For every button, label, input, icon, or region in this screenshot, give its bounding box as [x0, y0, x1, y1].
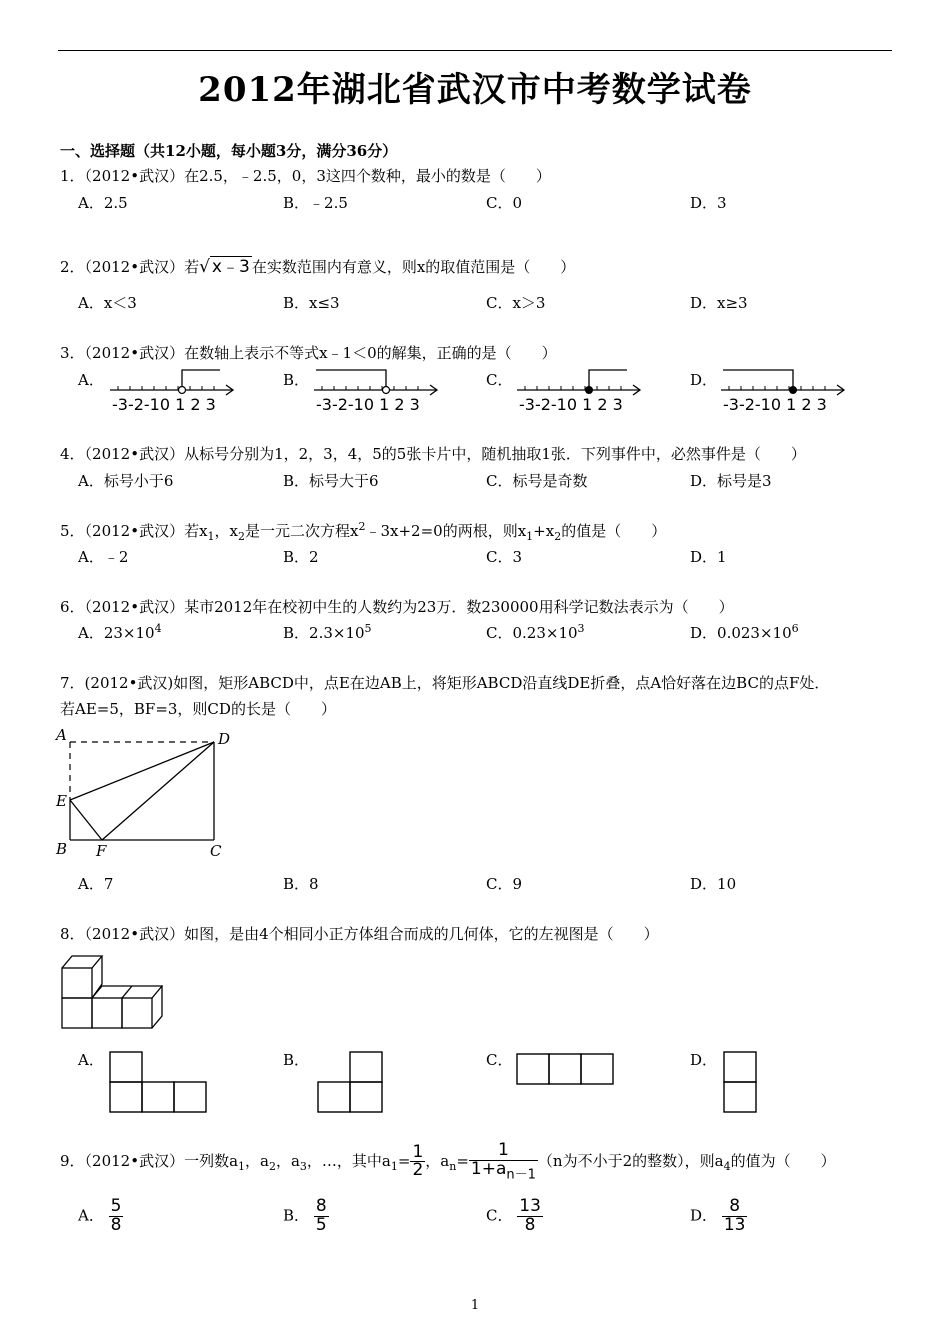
subscript: 2 [554, 530, 562, 543]
question-8: 8．（2012•武汉）如图，是由4个相同小正方体组合而成的几何体，它的左视图是（ ） [60, 925, 659, 943]
denominator: 13 [723, 1214, 746, 1235]
q9-text: （n为不小于2的整数），则a [537, 1151, 724, 1170]
exponent: 4 [154, 622, 162, 635]
q9-text: ，a [245, 1151, 269, 1170]
q6-option-d-text: D．0.023×10 [690, 624, 792, 642]
q2-option-b: B．x≤3 [283, 294, 340, 312]
q9-text: 的值为（ ） [730, 1151, 836, 1170]
question-4: 4．（2012•武汉）从标号分别为1，2，3，4，5的5张卡片中，随机抽取1张．下列事件中，必然事件是（ ） [60, 445, 806, 463]
label-d: D [218, 730, 231, 748]
subscript: 2 [238, 530, 245, 543]
q9-option-c [486, 1198, 543, 1235]
subscript: 2 [268, 1159, 276, 1173]
cube-solid-figure [58, 950, 168, 1032]
q8-option-a: A． [78, 1051, 104, 1069]
fraction-an [469, 1142, 538, 1182]
q6-option-b [283, 622, 372, 643]
q5-text: 的值是（ ） [561, 522, 667, 540]
fraction [314, 1198, 329, 1235]
numerator: 5 [110, 1196, 122, 1216]
denominator [469, 1158, 538, 1183]
page-title: 2012年湖北省武汉市中考数学试卷 [198, 70, 752, 110]
number-line-a [108, 366, 238, 414]
q5-option-d: D．1 [690, 548, 727, 566]
q3-option-b: B． [283, 371, 310, 389]
subscript: n－1 [506, 1167, 536, 1183]
q8-option-d: D． [690, 1051, 718, 1069]
fraction-a1 [410, 1141, 425, 1181]
q2-text-pre: 2．（2012•武汉）若 [60, 258, 200, 276]
q2-text-post: 在实数范围内有意义，则x的取值范围是（ ） [251, 258, 576, 276]
q2-option-a: A．x＜3 [78, 294, 137, 312]
superscript: 2 [358, 520, 366, 533]
subscript: 1 [526, 530, 534, 543]
view-option-d [722, 1050, 762, 1114]
q5-option-c: C．3 [486, 548, 523, 566]
q9-option-d-label: D． [690, 1206, 718, 1225]
q3-option-c: C． [486, 371, 513, 389]
subscript: 1 [390, 1159, 398, 1173]
q8-option-c: C． [486, 1051, 513, 1069]
q5-text: ，x [214, 522, 238, 540]
denominator: 8 [524, 1214, 536, 1235]
q8-option-b: B． [283, 1051, 310, 1069]
label-f: F [96, 842, 107, 860]
number-line-c [515, 366, 645, 414]
q7-option-b: B．8 [283, 875, 319, 893]
denominator-text: 1+a [470, 1158, 507, 1179]
q9-option-a-label: A． [78, 1206, 104, 1225]
label-a: A [56, 726, 67, 744]
q7-option-c: C．9 [486, 875, 523, 893]
q9-option-a [78, 1198, 123, 1235]
view-option-b [316, 1050, 386, 1114]
q5-text: 5．（2012•武汉）若x [60, 522, 208, 540]
q9-text: 9．（2012•武汉）一列数a [60, 1151, 239, 1170]
sqrt-symbol: √ x﹣3 [199, 257, 250, 277]
numerator: 1 [412, 1141, 424, 1162]
fraction [109, 1198, 124, 1235]
label-e: E [56, 792, 67, 810]
numerator: 13 [519, 1196, 541, 1216]
q5-text: 是一元二次方程x [245, 522, 359, 540]
q9-text: ，a [425, 1151, 450, 1170]
subscript: 1 [207, 530, 215, 543]
q9-text: ，…，其中a [306, 1151, 391, 1170]
q9-text: = [456, 1151, 469, 1170]
q5-text: +x [533, 522, 555, 540]
q3-option-d: D． [690, 371, 718, 389]
q2-option-d: D．x≥3 [690, 294, 748, 312]
question-7-line1: 7．(2012•武汉)如图，矩形ABCD中，点E在边AB上，将矩形ABCD沿直线DE折叠，点A恰好落在边BC的点F处． [60, 674, 830, 692]
q7-option-a: A．7 [78, 875, 114, 893]
subscript: 3 [299, 1159, 307, 1173]
q9-option-c-label: C． [486, 1206, 513, 1225]
q4-option-d: D．标号是3 [690, 472, 772, 490]
radicand: x﹣3 [211, 257, 250, 277]
rectangle-fold-figure [52, 726, 242, 866]
q1-option-c: C．0 [486, 194, 523, 212]
q4-option-a: A．标号小于6 [78, 472, 174, 490]
view-option-a [108, 1050, 210, 1114]
q9-text: = [397, 1151, 411, 1170]
q7-option-d: D．10 [690, 875, 737, 893]
numerator: 8 [315, 1196, 327, 1216]
q6-option-a-text: A．23×10 [78, 624, 155, 642]
question-9 [60, 1142, 836, 1182]
view-option-c [515, 1052, 617, 1088]
exponent: 6 [791, 622, 799, 635]
axis-label: -3-2-10 1 2 3 [112, 395, 216, 414]
fraction [517, 1198, 543, 1235]
q4-option-c: C．标号是奇数 [486, 472, 588, 490]
q6-option-d [690, 622, 799, 643]
q2-option-c: C．x＞3 [486, 294, 546, 312]
q6-option-c [486, 622, 585, 643]
q4-option-b: B．标号大于6 [283, 472, 379, 490]
question-3: 3．（2012•武汉）在数轴上表示不等式x﹣1＜0的解集，正确的是（ ） [60, 344, 557, 362]
q6-option-a [78, 622, 162, 643]
axis-label: -3-2-10 1 2 3 [723, 395, 827, 414]
subscript: n [449, 1159, 457, 1173]
numerator: 8 [722, 1198, 748, 1217]
question-2 [60, 252, 575, 277]
q9-option-b-label: B． [283, 1206, 310, 1225]
q1-option-b: B．﹣2.5 [283, 194, 348, 212]
question-5 [60, 520, 666, 543]
q1-option-a: A．2.5 [78, 194, 128, 212]
q9-option-d [690, 1198, 747, 1235]
exponent: 3 [577, 622, 585, 635]
exponent: 5 [364, 622, 372, 635]
subscript: 4 [723, 1159, 731, 1173]
question-7-line2: 若AE=5，BF=3，则CD的长是（ ） [60, 700, 336, 718]
q6-option-b-text: B．2.3×10 [283, 624, 365, 642]
question-6: 6．（2012•武汉）某市2012年在校初中生的人数约为23万．数230000用科学记数法表示为（ ） [60, 598, 734, 616]
axis-label: -3-2-10 1 2 3 [316, 395, 420, 414]
label-b: B [56, 840, 68, 858]
q5-option-a: A．﹣2 [78, 548, 129, 566]
denominator: 2 [412, 1160, 424, 1181]
numerator: 1 [469, 1142, 538, 1161]
fraction [722, 1198, 748, 1235]
denominator: 8 [110, 1214, 122, 1235]
q3-option-a: A． [78, 371, 104, 389]
axis-label: -3-2-10 1 2 3 [519, 395, 623, 414]
q9-text: ，a [275, 1151, 300, 1170]
q5-text: ﹣3x+2=0的两根，则x [365, 522, 527, 540]
section-heading: 一、选择题（共12小题，每小题3分，满分36分） [60, 142, 398, 160]
q6-option-c-text: C．0.23×10 [486, 624, 578, 642]
q9-option-b [283, 1198, 329, 1235]
subscript: 1 [238, 1159, 246, 1173]
denominator: 5 [315, 1214, 327, 1235]
q1-option-d: D．3 [690, 194, 727, 212]
question-1: 1．（2012•武汉）在2.5，﹣2.5，0，3这四个数种，最小的数是（ ） [60, 167, 551, 185]
label-c: C [210, 842, 222, 860]
number-line-b [312, 366, 442, 414]
number-line-d [719, 366, 849, 414]
q5-option-b: B．2 [283, 548, 319, 566]
top-rule [58, 50, 892, 51]
page-number: 1 [470, 1298, 480, 1313]
